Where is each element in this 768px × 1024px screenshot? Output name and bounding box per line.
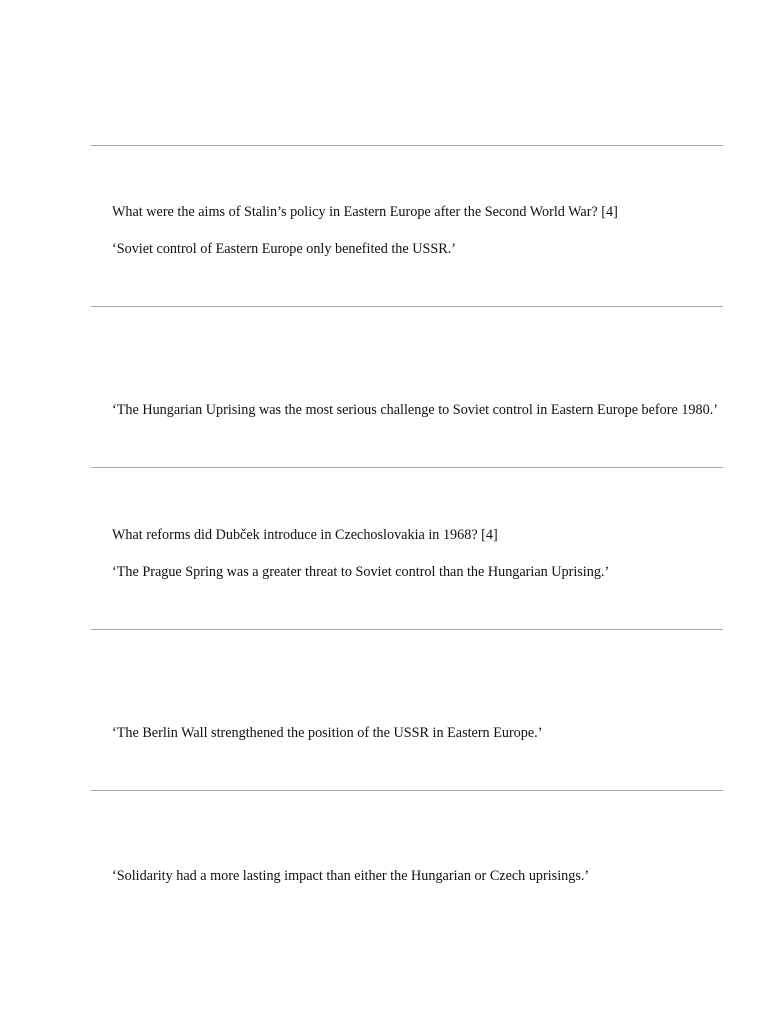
section-divider [91, 629, 723, 630]
statement-prague-spring: ‘The Prague Spring was a greater threat to Soviet control than the Hungarian Uprising.’ [112, 564, 610, 580]
section-divider [91, 790, 723, 791]
statement-berlin-wall: ‘The Berlin Wall strengthened the position of the USSR in Eastern Europe.’ [112, 725, 543, 741]
statement-hungarian-uprising: ‘The Hungarian Uprising was the most serious challenge to Soviet control in Eastern Europe before 1980.’ [112, 402, 718, 418]
section-divider [91, 467, 723, 468]
statement-solidarity: ‘Solidarity had a more lasting impact than either the Hungarian or Czech uprisings.’ [112, 868, 590, 884]
section-divider [91, 145, 723, 146]
statement-soviet-control: ‘Soviet control of Eastern Europe only benefited the USSR.’ [112, 241, 456, 257]
question-stalin-aims: What were the aims of Stalin’s policy in Eastern Europe after the Second World War? [4] [112, 204, 618, 220]
section-divider [91, 306, 723, 307]
question-dubcek-reforms: What reforms did Dubček introduce in Czechoslovakia in 1968? [4] [112, 527, 498, 543]
